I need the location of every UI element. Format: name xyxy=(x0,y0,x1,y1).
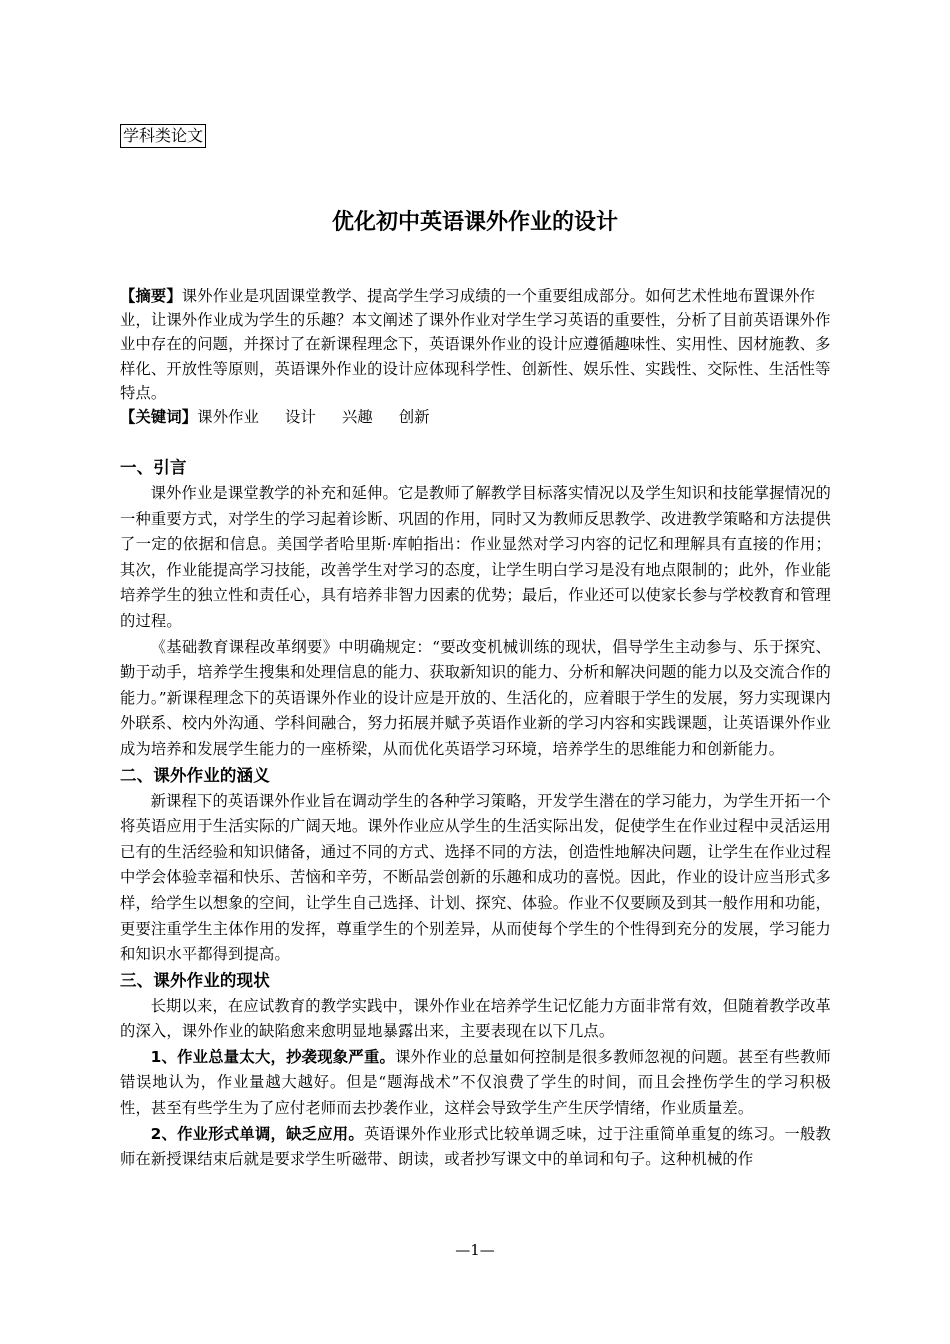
item-lead: 1、作业总量太大，抄袭现象严重。 xyxy=(150,1047,396,1066)
keyword: 设计 xyxy=(285,408,316,426)
list-item xyxy=(120,1045,831,1122)
paragraph: 《基础教育课程改革纲要》中明确规定：“要改变机械训练的现状，倡导学生主动参与、乐于探究、勤于动手，培养学生搜集和处理信息的能力、获取新知识的能力、分析和解决问题的能力以及交流合作的能力。”新课程理念下的英语课外作业的设计应是开放的、生活化的，应着眼于学生的发展，努力实现课内外联系、校内外沟通、学科间融合，努力拓展并赋予英语作业新的学习内容和实践课题，让英语课外作业成为培养和发展学生能力的一座桥梁，从而优化英语学习环境，培养学生的思维能力和创新能力。 xyxy=(120,637,831,758)
keyword: 课外作业 xyxy=(197,408,260,426)
paragraph: 新课程下的英语课外作业旨在调动学生的各种学习策略，开发学生潜在的学习能力，为学生开拓一个将英语应用于生活实际的广阔天地。课外作业应从学生的生活实际出发，促使学生在作业过程中灵活运用已有的生活经验和知识储备，通过不同的方式、选择不同的方法，创造性地解决问题，让学生在作业过程中学会体验幸福和快乐、苦恼和辛劳，不断品尝创新的乐趣和成功的喜悦。因此，作业的设计应当形式多样，给学生以想象的空间，让学生自己选择、计划、探究、体验。作业不仅要顾及到其一般作用和功能，更要注重学生主体作用的发挥，尊重学生的个别差异，从而使每个学生的个性得到充分的发展，学习能力和知识水平都得到提高。 xyxy=(120,791,831,964)
body xyxy=(120,455,831,1173)
paragraph: 长期以来，在应试教育的教学实践中，课外作业在培养学生记忆能力方面非常有效，但随着教学改革的深入，课外作业的缺陷愈来愈明显地暴露出来，主要表现在以下几点。 xyxy=(120,996,831,1041)
item-text: 课外作业的总量如何控制是很多教师忽视的问题。甚至有些教师错误地认为，作业量越大越好。但是“题海战术”不仅浪费了学生的时间，而且会挫伤学生的学习积极性，甚至有些学生为了应付老师而去抄袭作业，这样会导致学生产生厌学情绪，作业质量差。 xyxy=(120,1047,832,1118)
category-tag: 学科类论文 xyxy=(120,124,206,148)
keyword: 兴趣 xyxy=(341,408,373,426)
section-heading: 一、引言 xyxy=(120,458,187,477)
keywords-label: 【关键词】 xyxy=(120,408,198,426)
section-heading: 二、课外作业的涵义 xyxy=(120,765,270,785)
paragraph: 课外作业是课堂教学的补充和延伸。它是教师了解教学目标落实情况以及学生知识和技能掌握情况的一种重要方式，对学生的学习起着诊断、巩固的作用，同时又为教师反思教学、改进教学策略和方法提供了一定的依据和信息。美国学者哈里斯·库帕指出：作业显然对学习内容的记忆和理解具有直接的作用；其次，作业能提高学习技能，改善学生对学习的态度，让学生明白学习是没有地点限制的；此外，作业能培养学生的独立性和责任心，具有培养非智力因素的优势；最后，作业还可以使家长参与学校教育和管理的过程。 xyxy=(120,484,831,630)
section-heading: 三、课外作业的现状 xyxy=(120,970,270,990)
item-text: 英语课外作业形式比较单调乏味，过于注重简单重复的练习。一般教师在新授课结束后就是要求学生听磁带、朗读，或者抄写课文中的单词和句子。这种机械的作 xyxy=(120,1124,831,1169)
keyword: 创新 xyxy=(398,408,430,426)
abstract xyxy=(120,284,831,405)
paper-title: 优化初中英语课外作业的设计 xyxy=(331,210,618,235)
abstract-text: 课外作业是巩固课堂教学、提高学生学习成绩的一个重要组成部分。如何艺术性地布置课外作业，让课外作业成为学生的乐趣？本文阐述了课外作业对学生学习英语的重要性，分析了目前英语课外作业中存在的问题，并探讨了在新课程理念下，英语课外作业的设计应遵循趣味性、实用性、因材施教、多样化、开放性等原则，英语课外作业的设计应体现科学性、创新性、娱乐性、实践性、交际性、生活性等特点。 xyxy=(120,287,831,402)
page-number: —1— xyxy=(455,1241,495,1259)
abstract-label: 【摘要】 xyxy=(120,287,182,305)
keywords xyxy=(120,405,831,429)
list-item xyxy=(120,1122,831,1173)
item-lead: 2、作业形式单调，缺乏应用。 xyxy=(150,1124,364,1143)
